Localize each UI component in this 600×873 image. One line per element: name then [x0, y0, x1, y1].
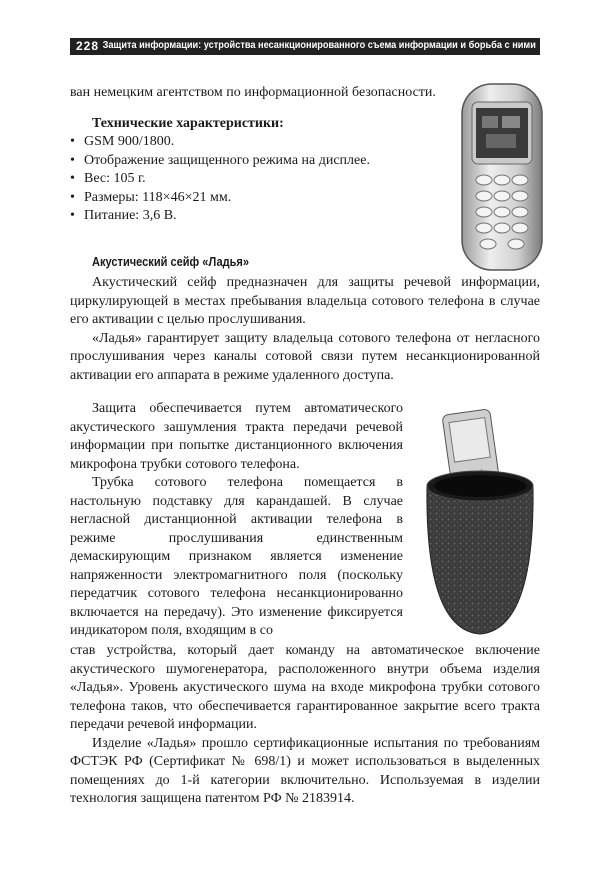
paragraph-3: Защита обеспечивается путем автоматического акустического зашумления тракта передачи речевой информации при попытке дистанционного включения микрофона трубки сотового телефона. — [70, 401, 403, 472]
paragraph-1: Акустический сейф предназначен для защиты речевой информации, циркулирующей в местах пребывания владельца сотового телефона в случае его активации с целью прослушивания. — [70, 275, 540, 327]
list-item: • Питание: 3,6 В. — [70, 207, 448, 226]
section-body-narrow — [70, 400, 403, 641]
list-item: • Размеры: 118×46×21 мм. — [70, 189, 448, 208]
acoustic-safe-figure — [405, 404, 555, 642]
list-item: • GSM 900/1800. — [70, 133, 448, 152]
paragraph-4-start: Трубка сотового телефона помещается в настольную подставку для карандашей. В случае негласной дистанционной активации телефона в режиме прослушивания единственным демаскирующим признаком является изменение напряженности электромагнитного поля (поскольку передатчик сотового телефона несанкционированно включается на передачу). Это изменение фиксируется индикатором поля, входящим в со — [70, 475, 403, 638]
section-body-top — [70, 274, 540, 385]
intro-block — [70, 84, 448, 226]
phone-figure — [458, 80, 548, 275]
list-item: • Отображение защищенного режима на дисплее. — [70, 152, 448, 171]
specs-list — [70, 133, 448, 226]
specs-heading: Технические характеристики: — [92, 115, 284, 131]
section-title: Акустический сейф «Ладья» — [92, 254, 250, 269]
paragraph-2: «Ладья» гарантирует защиту владельца сотового телефона от негласного прослушивания через каналы сотовой связи путем несанкционированной активации его аппарата в режиме удаленного доступа. — [70, 330, 540, 383]
list-item: • Вес: 105 г. — [70, 170, 448, 189]
intro-text: ван немецким агентством по информационной безопасности. — [70, 85, 436, 100]
paragraph-4-end: став устройства, который дает команду на автоматическое включение акустического шумогенератора, расположенного внутри объема изделия «Ладья». Уровень акустического шума на входе микрофона трубки сотового телефона таков, что обеспечивается гарантированное закрытие всего тракта передачи речевой информации. — [70, 643, 540, 732]
page-number: 228 — [76, 39, 100, 53]
section-body-bottom — [70, 642, 540, 809]
running-header — [70, 38, 540, 55]
header-title: Защита информации: устройства несанкционированного съема информации и борьба с ними — [102, 40, 536, 51]
paragraph-5: Изделие «Ладья» прошло сертификационные испытания по требованиям ФСТЭК РФ (Сертификат № 698/1) и может использоваться в выделенных помещениях до 1-й категории включительно. Используемая в изделии технология защищена патентом РФ № 2183914. — [70, 735, 540, 806]
